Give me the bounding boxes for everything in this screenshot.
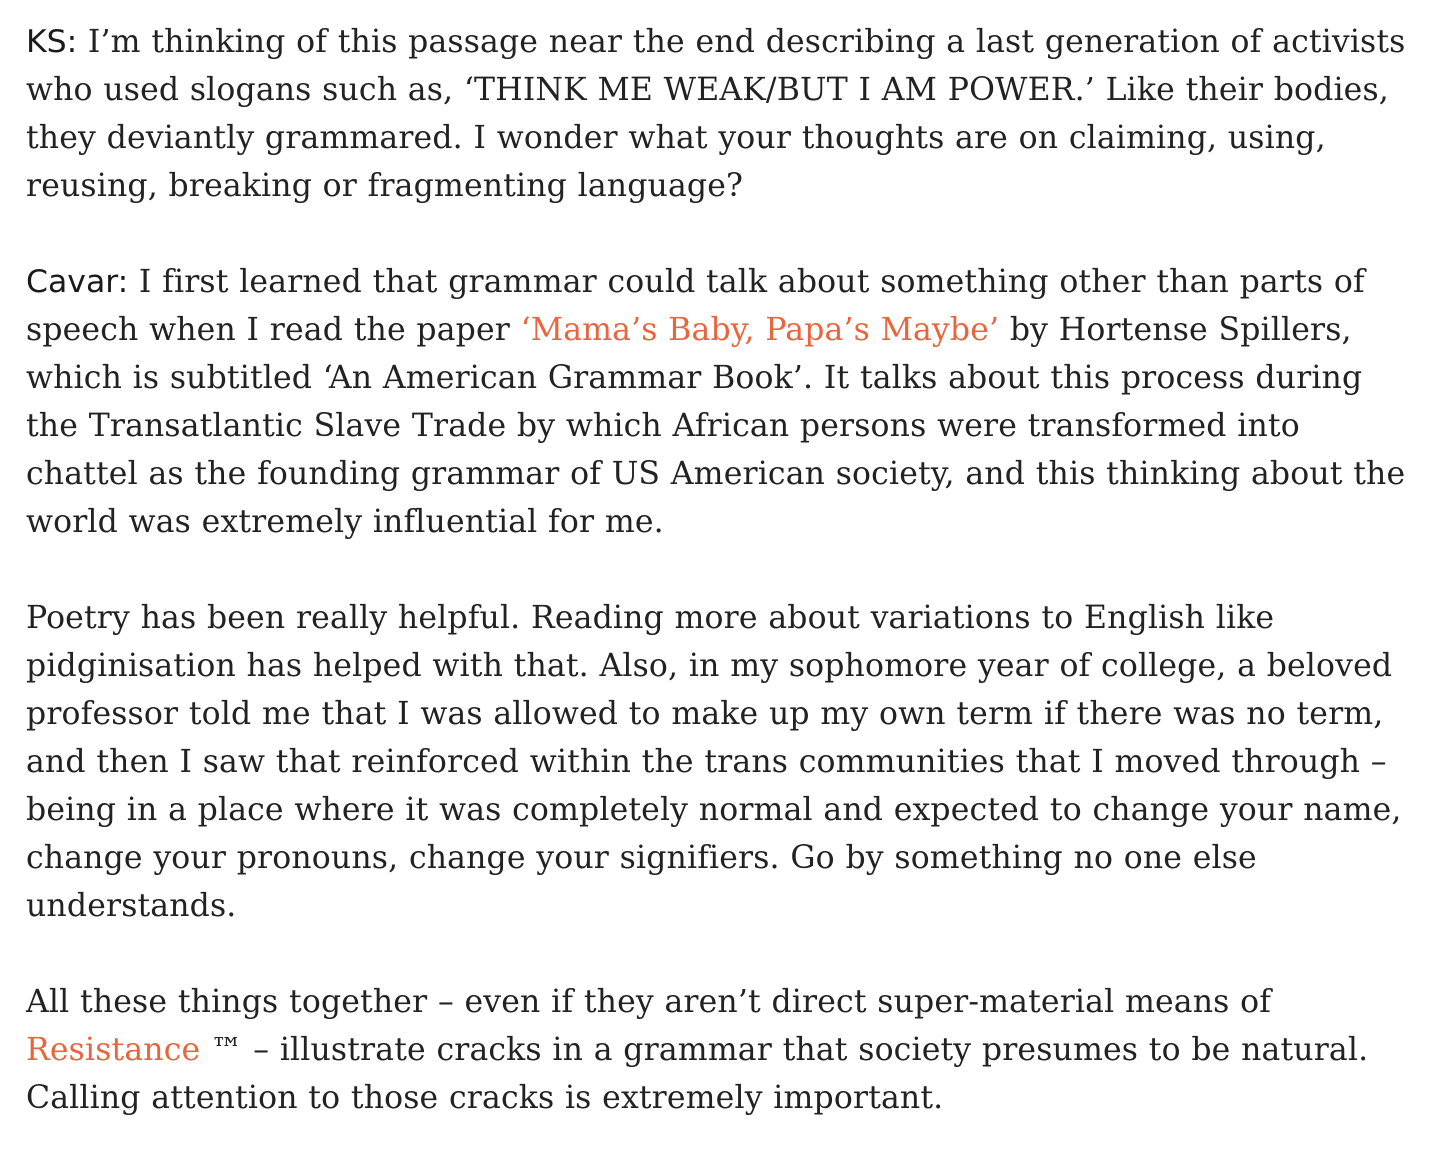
paragraph-text: All these things together – even if they aren’t direct super-material means of — [26, 984, 1272, 1020]
paragraph-poetry — [26, 594, 1418, 930]
paragraph-ks-question — [26, 18, 1418, 210]
article-body — [26, 18, 1418, 1170]
paragraph-text: ™ – illustrate cracks in a grammar that society presumes to be natural. Calling attention to those cracks is extremely important. — [26, 1032, 1369, 1116]
paragraph-resistance — [26, 978, 1418, 1122]
speaker-label-cavar: Cavar: — [26, 264, 129, 300]
paragraph-text: I’m thinking of this passage near the end describing a last generation of activists who used slogans such as, ‘THINK ME WEAK/BUT I AM POWER.’ Like their bodies, they deviantly grammared. I wonder what your thoughts are on claiming, using, reusing, breaking or fragmenting language? — [26, 24, 1406, 204]
paragraph-text: Poetry has been really helpful. Reading more about variations to English like pidginisation has helped with that. Also, in my sophomore year of college, a beloved professor told me that I was allowed to make up my own term if there was no term, and then I saw that reinforced within the trans communities that I moved through – being in a place where it was completely normal and expected to change your name, change your pronouns, change your signifiers. Go by something no one else understands. — [26, 600, 1402, 924]
paragraph-cavar-answer — [26, 258, 1418, 546]
paragraph-text: I first learned that grammar could talk about something other than parts of speech when I read the paper — [26, 264, 1365, 348]
paragraph-text: by Hortense Spillers, which is subtitled ‘An American Grammar Book’. It talks about this process during the Transatlantic Slave Trade by which African persons were transformed into chattel as the founding grammar of US American society, and this thinking about the world was extremely influential for me. — [26, 312, 1406, 540]
link-mamas-baby-papas-maybe[interactable]: ‘Mama’s Baby, Papa’s Maybe’ — [520, 312, 1000, 348]
speaker-label-ks: KS: — [26, 24, 78, 60]
link-resistance[interactable]: Resistance — [26, 1032, 201, 1068]
